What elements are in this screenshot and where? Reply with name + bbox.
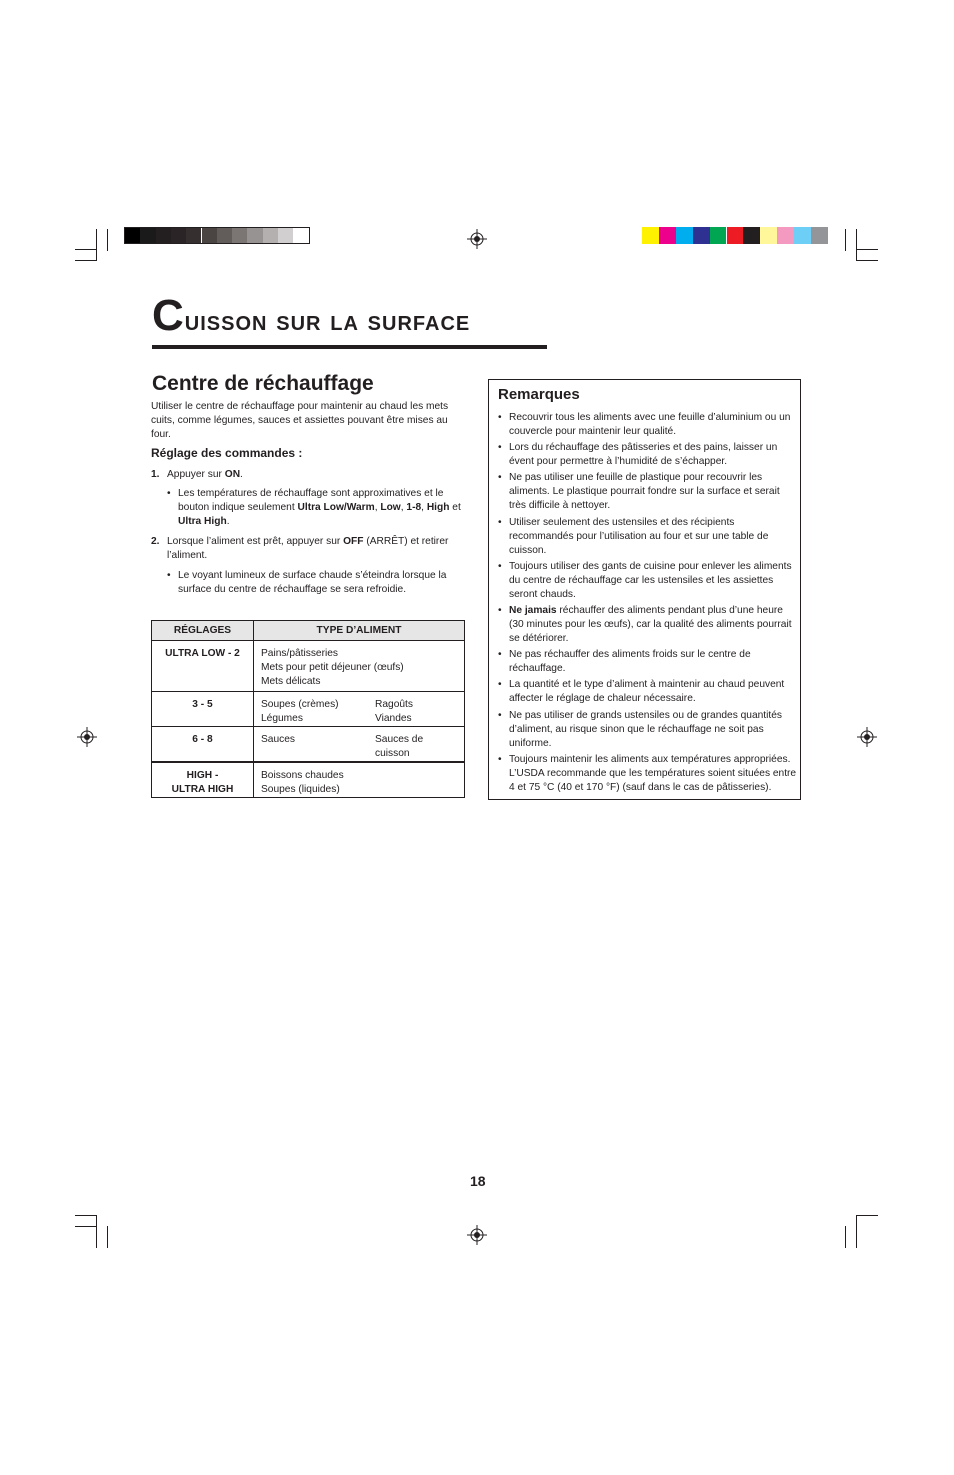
calibration-swatch — [140, 228, 155, 243]
registration-mark-icon — [857, 727, 877, 747]
table-header-settings: RÉGLAGES — [152, 621, 254, 641]
calibration-swatch — [642, 227, 659, 244]
calibration-swatch — [186, 228, 201, 243]
calibration-swatch — [811, 227, 828, 244]
calibration-swatch — [676, 227, 693, 244]
color-bar — [642, 227, 828, 244]
calibration-swatch — [125, 228, 140, 243]
note-item: • La quantité et le type d’aliment à maintenir au chaud peuvent affecter le réglage de chaleur nécessaire. — [498, 679, 785, 704]
calibration-swatch — [217, 228, 232, 243]
calibration-swatch — [263, 228, 278, 243]
intro-text: Utiliser le centre de réchauffage pour maintenir au chaud les mets cuits, comme légumes, sauces et assiettes pouvant être mises au four. — [151, 401, 449, 440]
note-item: • Lors du réchauffage des pâtisseries et des pains, laisser un évent pour permettre à l’humidité de s’échapper. — [498, 442, 778, 467]
calibration-swatch — [760, 227, 777, 244]
table-row: 3 - 5 Soupes (crèmes) Ragoûts Légumes Viandes — [152, 692, 465, 727]
table-row: HIGH - ULTRA HIGH Boissons chaudes Soupes (liquides) — [152, 762, 465, 798]
notes-heading: Remarques — [498, 386, 580, 403]
note-item: • Ne pas réchauffer des aliments froids sur le centre de réchauffage. — [498, 649, 751, 674]
step-1: 1. Appuyer sur ON. — [151, 469, 243, 480]
table-row: ULTRA LOW - 2 Pains/pâtisseries Mets pour petit déjeuner (œufs) Mets délicats — [152, 641, 465, 692]
note-item: • Toujours maintenir les aliments aux températures appropriées. L’USDA recommande que les températures soient situées entre 4 et 75 °C (40 et 170 °F) (sauf dans le cas de pâtisseries). — [498, 754, 797, 793]
calibration-swatch — [659, 227, 676, 244]
section-heading: Centre de réchauffage — [152, 372, 374, 395]
table-header-food-type: TYPE D’ALIMENT — [254, 621, 465, 641]
settings-table — [151, 620, 465, 798]
calibration-swatch — [278, 228, 293, 243]
calibration-swatch — [232, 228, 247, 243]
step-2-bullet: • Le voyant lumineux de surface chaude s’éteindra lorsque la surface du centre de réchauffage se sera refroidie. — [167, 570, 447, 595]
registration-mark-icon — [467, 1225, 487, 1245]
calibration-swatch — [156, 228, 171, 243]
controls-heading: Réglage des commandes : — [151, 446, 303, 460]
calibration-swatch — [710, 227, 727, 244]
table-row: 6 - 8 Sauces Sauces de cuisson — [152, 727, 465, 763]
note-item: • Recouvrir tous les aliments avec une feuille d’aluminium ou un couvercle pour maintenir leur qualité. — [498, 412, 791, 437]
registration-mark-icon — [467, 229, 487, 249]
calibration-swatch — [743, 227, 760, 244]
page-number: 18 — [470, 1173, 486, 1189]
note-item: • Utiliser seulement des ustensiles et des récipients recommandés pour l’utilisation au four et sur une table de cuisson. — [498, 517, 769, 556]
calibration-swatch — [777, 227, 794, 244]
step-2: 2. Lorsque l’aliment est prêt, appuyer sur OFF (ARRÊT) et retirer l’aliment. — [151, 536, 449, 561]
calibration-swatch — [202, 228, 217, 243]
note-item: • Ne pas utiliser une feuille de plastique pour recouvrir les aliments. Le plastique pourrait fondre sur la surface et serait très difficile à nettoyer. — [498, 472, 780, 511]
grayscale-bar — [124, 227, 310, 244]
calibration-swatch — [693, 227, 710, 244]
calibration-swatch — [727, 227, 744, 244]
calibration-swatch — [293, 228, 308, 243]
calibration-swatch — [247, 228, 262, 243]
calibration-swatch — [171, 228, 186, 243]
note-item: • Toujours utiliser des gants de cuisine pour enlever les aliments du centre de réchauffage car les ustensiles et les assiettes seront chauds. — [498, 561, 792, 600]
registration-mark-icon — [77, 727, 97, 747]
note-item: • Ne jamais réchauffer des aliments pendant plus d’une heure (30 minutes pour les œufs), car la qualité des aliments pourrait se détériorer. — [498, 605, 792, 644]
title-rule — [152, 345, 547, 349]
note-item: • Ne pas utiliser de grands ustensiles ou de grandes quantités d’aliment, au risque sinon que le réchauffage ne soit pas uniforme. — [498, 710, 782, 749]
step-1-bullet: • Les températures de réchauffage sont approximatives et le bouton indique seulement Ultra Low/Warm, Low, 1-8, High et Ultra High. — [167, 488, 461, 527]
calibration-swatch — [794, 227, 811, 244]
page-title: Cuisson sur la surface — [152, 291, 471, 340]
